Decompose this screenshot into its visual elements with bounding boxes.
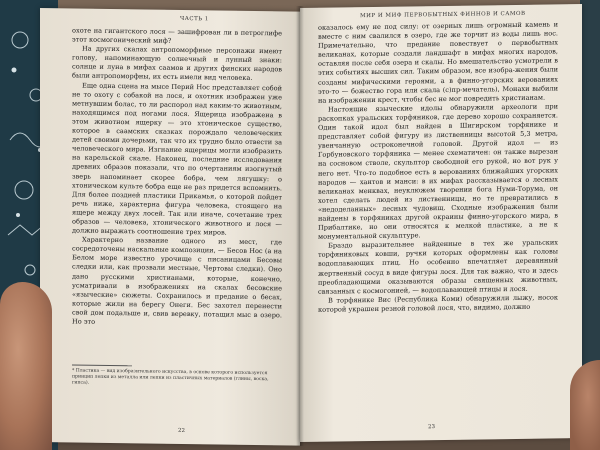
- right-page: [300, 4, 582, 442]
- left-paragraph: охоте на гигантского лося — зашифрован ли в петроглифе этот космогонический миф?: [72, 26, 282, 45]
- right-running-head: МИР И МИФ ПЕРВОБЫТНЫХ ФИННОВ И САМОВ: [360, 10, 526, 20]
- right-paragraph: В торфянике Вис (Республика Коми) обнаружили лыжу, носок которой украшен резной головой лося, что, видимо, должно: [318, 293, 558, 314]
- right-body-text: [318, 20, 558, 314]
- left-running-head: ЧАСТЬ 1: [180, 15, 209, 23]
- right-thumb: [570, 360, 600, 450]
- left-paragraph: Еще одна сцена на мысе Перий Нос представляет собой не то охоту с собакой на лося, и охотник изображен уже метнувшим болас, то ли распорол над каким-то животным, находящимся под ногами лося. Ящерица изображена в этом животном ящерку — это хтоническое существо, которое в саамских сказках порождало человеческих детей своими дочерьми, так что их трудно было отвести за человеческого мира. Изгнание ящерицы могли изобразить на карельской скале. Наконец, последние исследования древних образов показали, что по очертаниям изогнутый зверь напоминает скорее бобра, чем лягушку: о хтоническом культе бобра еще не раз придется вспомнить. Для более поздней пластики Прикамья, о которой пойдет речь ниже, характерна фигура человека, стоящего на ящере между двух лосей. Так или иначе, сочетание трех образов — человека, хтонического животного и лося — должно выражать соотношение трех миров.: [72, 81, 282, 237]
- left-paragraph: На других скалах антропоморфные персонажи имеют голову, напоминающую солнечный и лунный знаки: солнце и луна в мифах саамов и других финских народов были антропоморфны, их есть имели вид человека.: [72, 44, 282, 83]
- book-gutter: [296, 6, 304, 446]
- left-thumb: [0, 282, 52, 450]
- footnote: * Пластика — вид изобразительного искусства, в основе которого используется принцип лепки из металла или лепки из пластичных материалов (глины, воска, гипса).: [72, 368, 269, 387]
- footnote-rule: [72, 364, 132, 366]
- left-paragraph: Характерно название одного из мест, где сосредоточены наскальные композиции, — Бесов Нос (а на Белом море известно урочище с писаницами Бесовы следки или, как прозвали местные, Чертовы следки). Оно дано русскими христианами, которые, конечно, усматривали в изображениях на скалах бесовские «языческие» сюжеты. Сохранилось и предание о бесах, которые жили на берегу Онеги. Бес захотел перенести свой дом подальше и, свив веревку, потащил мыс в озеро. Но это: [72, 235, 282, 326]
- right-paragraph: Настоящие языческие идолы обнаружили археологи при раскопках уральских торфяников, где дерево хорошо сохраняется. Один такой идол был найден в Шигирском торфянике и представляет собой фигуру из лиственницы высотой 5,3 метра, увенчанную остроконечной головой. Другой идол — из Горбуновского торфяника — менее схематичен: он также вырезан на сосновом стволе, скульптор свободной его рукой, но вот рук у него нет. Что-то подобное есть в верованиях ближайших угорских народов — хантов и манси: в их мифах рассказывается о лесных великанах менквах, неуклюжем творении бога Нуми-Торума, он хотел сделать людей из лиственницы, но те превратились в «недоделанных» лесных чудовищ. Сходные изображения были найдены в торфяниках другой окраины финно-угорского мира, в Прибалтике, но они относятся к мелкой пластике, а не к монументальной скульптуре.: [318, 102, 558, 241]
- right-paragraph: оказалось ему не под силу: от озерных лишь огромный камень и вместе с ним свалился в озеро, где же торчит из воды лишь нос. Примечательно, что предание повествует о первобытных великанах, которые создали ландшафт в мифах многих народов, оставляя после себя озера и скалы. Но вмешательство усмотрели в этих событиях высших сил. Таким образом, все изобра-жения были созданы мифическими героями, а в финно-угорских верованиях это-то — божество гора или скала (с)пр-мечатель), Монахи выбили на изображении крест, чтобы бес не мог повредить христианам.: [318, 20, 558, 105]
- left-body-text: [72, 26, 282, 329]
- left-page-number: 22: [178, 427, 185, 435]
- right-paragraph: Браздо выразительнее найденные в тех же уральских торфяниковых ковши, ручки которых оформлены как головы водоплавающих птиц. Но особенно впечатляет деревянный жертвенный сосуд в виде фигуры лося. Для так важно, что и здесь преобладающими оказываются образы священных животных, связанных с космогонией, — водоплавающей птицы и лося.: [318, 238, 558, 296]
- left-page: [40, 8, 300, 446]
- right-page-number: 23: [428, 424, 435, 431]
